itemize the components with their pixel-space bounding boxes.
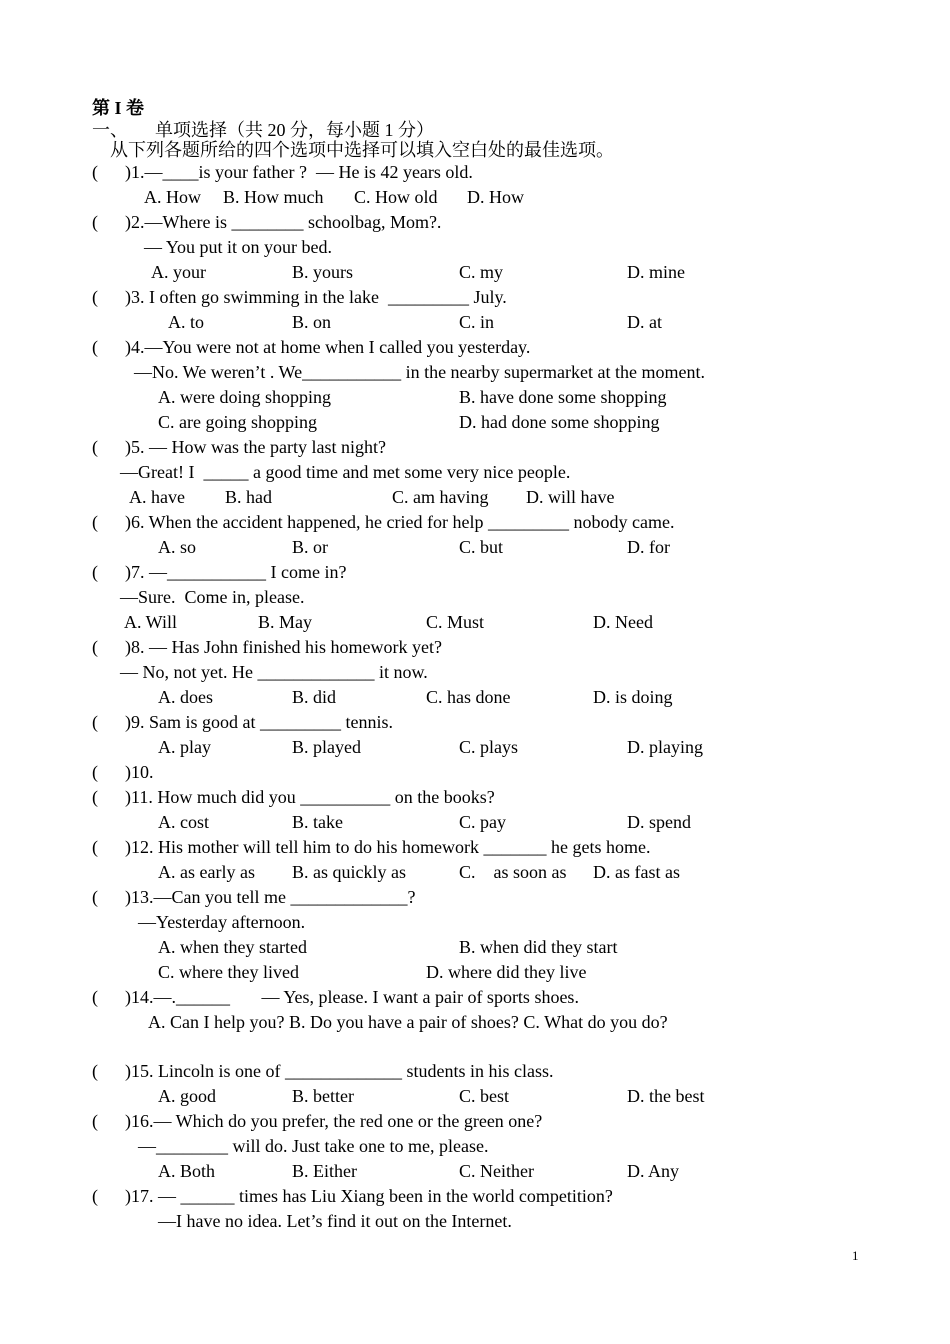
option: A. have [129, 487, 185, 507]
option: B. or [292, 537, 328, 557]
option: B. take [292, 812, 343, 832]
dialog-line: —Great! I _____ a good time and met some very nice people. [120, 462, 571, 482]
option: B. better [292, 1086, 354, 1106]
option: A. does [158, 687, 213, 707]
option: D. Any [627, 1161, 680, 1181]
option: B. How much [223, 187, 324, 207]
option: C. has done [426, 687, 511, 707]
section-instruction: 从下列各题所给的四个选项中选择可以填入空白处的最佳选项。 [110, 140, 614, 160]
question-stem: ( )7. —___________ I come in? [92, 562, 347, 582]
option: C. in [459, 312, 495, 332]
option: B. had [225, 487, 272, 507]
option: C. where they lived [158, 962, 299, 982]
question-stem: ( )15. Lincoln is one of _____________ students in his class. [92, 1061, 554, 1081]
dialog-line: — You put it on your bed. [144, 237, 333, 257]
option: A. How [144, 187, 201, 207]
question-stem: ( )9. Sam is good at _________ tennis. [92, 712, 393, 732]
dialog-line: —I have no idea. Let’s find it out on the Internet. [158, 1211, 512, 1231]
question-stem: ( )11. How much did you __________ on the books? [92, 787, 495, 807]
option: A. as early as [158, 862, 255, 882]
option: D. where did they live [426, 962, 587, 982]
option: B. on [292, 312, 332, 332]
question-stem: ( )8. — Has John finished his homework yet? [92, 637, 442, 657]
option: D. is doing [593, 687, 673, 707]
option: B. as quickly as [292, 862, 406, 882]
question-stem: ( )17. — ______ times has Liu Xiang been in the world competition? [92, 1186, 613, 1206]
section-heading: 一、 单项选择（共 20 分，每小题 1 分） [92, 120, 434, 140]
dialog-line: —________ will do. Just take one to me, please. [138, 1136, 489, 1156]
option: C. pay [459, 812, 506, 832]
option: B. when did they start [459, 937, 618, 957]
question-stem: ( )14.—.______ — Yes, please. I want a pair of sports shoes. [92, 987, 579, 1007]
option: D. at [627, 312, 662, 332]
option: A. Will [124, 612, 177, 632]
option: D. will have [526, 487, 615, 507]
option: D. the best [627, 1086, 705, 1106]
option: D. How [467, 187, 524, 207]
question-stem: ( )4.—You were not at home when I called you yesterday. [92, 337, 531, 357]
option: B. Either [292, 1161, 357, 1181]
option: A. to [168, 312, 204, 332]
question-stem: ( )3. I often go swimming in the lake _________ July. [92, 287, 507, 307]
option: A. your [151, 262, 206, 282]
option: A. so [158, 537, 197, 557]
question-stem: ( )12. His mother will tell him to do his homework _______ he gets home. [92, 837, 651, 857]
option: C. Neither [459, 1161, 534, 1181]
dialog-line: — No, not yet. He _____________ it now. [120, 662, 428, 682]
option: B. May [258, 612, 312, 632]
option: C. am having [392, 487, 489, 507]
option: D. as fast as [593, 862, 680, 882]
option: B. yours [292, 262, 354, 282]
option: A. play [158, 737, 211, 757]
dialog-line: —Sure. Come in, please. [120, 587, 305, 607]
option: A. cost [158, 812, 209, 832]
question-stem: ( )1.—____is your father ? — He is 42 years old. [92, 162, 473, 182]
option: D. had done some shopping [459, 412, 660, 432]
option: B. did [292, 687, 337, 707]
option: A. good [158, 1086, 216, 1106]
dialog-line: —No. We weren’t . We___________ in the nearby supermarket at the moment. [134, 362, 705, 382]
option: D. Need [593, 612, 653, 632]
question-stem: ( )6. When the accident happened, he cried for help _________ nobody came. [92, 512, 675, 532]
question-stem: ( )16.— Which do you prefer, the red one or the green one? [92, 1111, 543, 1131]
page-number: 1 [852, 1248, 859, 1263]
question-stem: ( )2.—Where is ________ schoolbag, Mom?. [92, 212, 442, 232]
option: A. were doing shopping [158, 387, 331, 407]
option: C. are going shopping [158, 412, 317, 432]
option: C. best [459, 1086, 510, 1106]
option: C. plays [459, 737, 519, 757]
option: B. played [292, 737, 361, 757]
option: C. Must [426, 612, 485, 632]
options-line: A. Can I help you? B. Do you have a pair of shoes? C. What do you do? [148, 1012, 668, 1032]
option: D. playing [627, 737, 703, 757]
option: D. mine [627, 262, 685, 282]
option: A. Both [158, 1161, 216, 1181]
option: C. How old [354, 187, 438, 207]
option: C. as soon as [459, 862, 567, 882]
dialog-line: —Yesterday afternoon. [138, 912, 306, 932]
option: D. spend [627, 812, 691, 832]
option: A. when they started [158, 937, 307, 957]
option: C. but [459, 537, 504, 557]
question-stem: ( )10. [92, 762, 154, 782]
option: C. my [459, 262, 504, 282]
section-title: 第 I 卷 [92, 98, 145, 118]
question-stem: ( )5. — How was the party last night? [92, 437, 386, 457]
question-stem: ( )13.—Can you tell me _____________? [92, 887, 416, 907]
option: B. have done some shopping [459, 387, 667, 407]
option: D. for [627, 537, 670, 557]
